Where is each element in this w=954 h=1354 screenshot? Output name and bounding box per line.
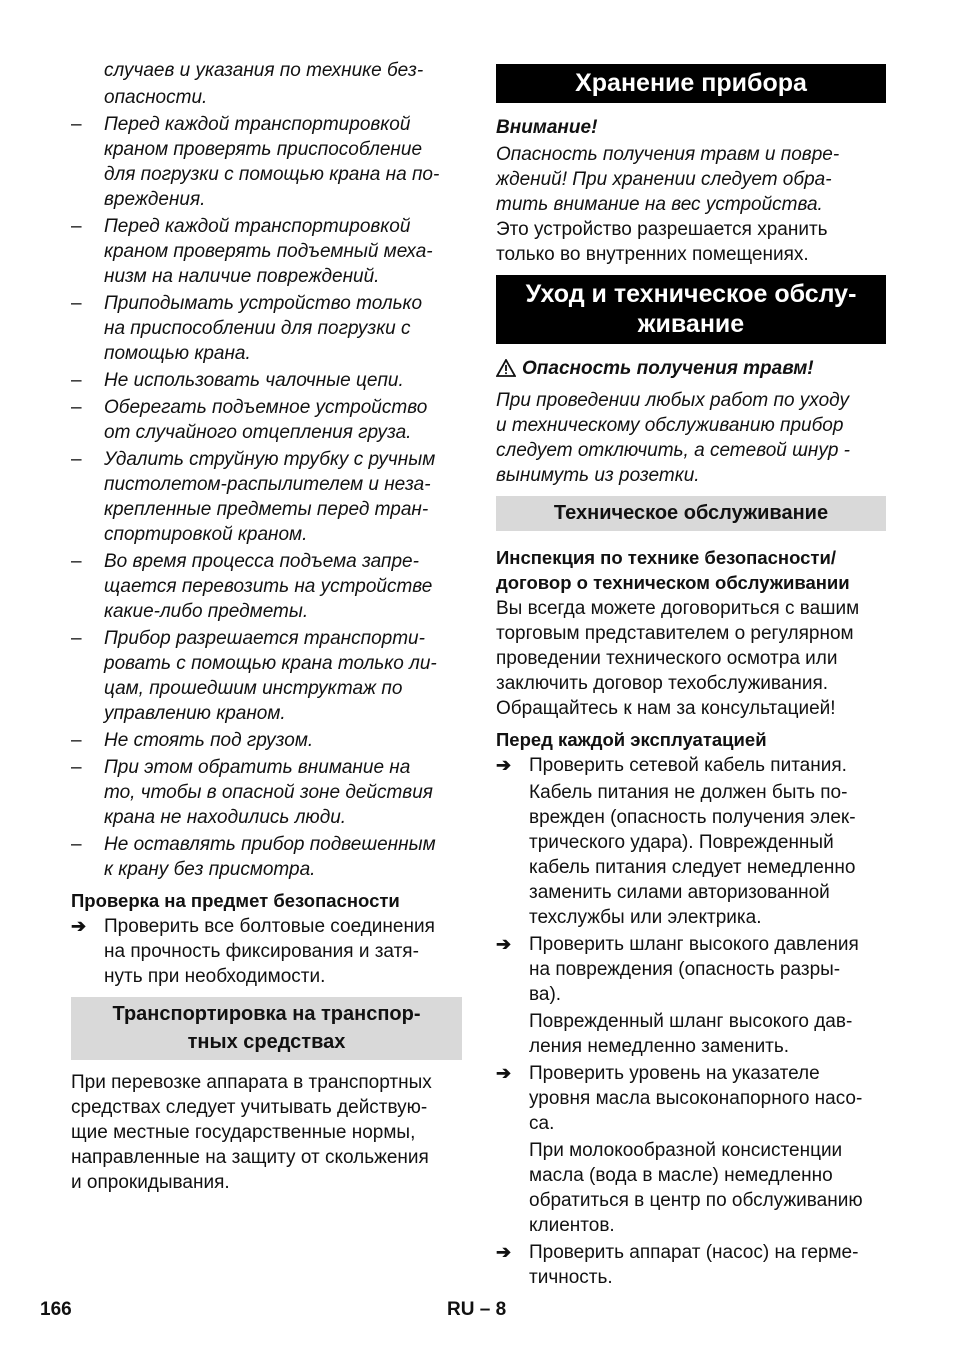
check-item-note: [496, 780, 886, 930]
inspection-title: [496, 545, 886, 595]
storage-heading: Хранение прибора: [496, 64, 886, 103]
text-line: При перевозке аппарата в транспортных: [71, 1072, 432, 1093]
dash-bullet: –: [71, 730, 82, 751]
list-line: пистолетом-распылителем и неза-: [104, 474, 431, 495]
text-line: Обращайтесь к нам за консультацией!: [496, 698, 836, 719]
text-line: и техническому обслуживанию прибор: [496, 415, 844, 436]
note-line: заменить силами авторизованной: [529, 882, 830, 903]
dash-bullet: –: [71, 216, 82, 237]
check-item: [496, 932, 886, 1007]
note-line: Кабель питания не должен быть по-: [529, 782, 848, 803]
intro-line: опасности.: [104, 87, 208, 108]
text-line: торговым представителем о регулярном: [496, 623, 854, 644]
list-line: Приподымать устройство только: [104, 293, 423, 314]
list-line: на повреждения (опасность разры-: [529, 959, 841, 980]
injury-text: [496, 388, 886, 488]
list-item: [71, 755, 462, 830]
dash-bullet: –: [71, 551, 82, 572]
transport-heading: [71, 997, 462, 1060]
check-item-note: [496, 1138, 886, 1238]
note-line: врежден (опасность получения элек-: [529, 807, 856, 828]
list-line: к крану без присмотра.: [104, 859, 316, 880]
list-line: Перед каждой транспортировкой: [104, 216, 411, 237]
list-line: вреждения.: [104, 189, 206, 210]
dash-bullet: –: [71, 293, 82, 314]
text-line: При проведении любых работ по уходу: [496, 390, 849, 411]
storage-warning-text: [496, 142, 886, 217]
right-column: [496, 64, 886, 1292]
heading-line: Уход и техническое обслу-: [525, 280, 857, 308]
list-item: [71, 626, 462, 726]
transport-text: [71, 1070, 462, 1195]
storage-text: [496, 217, 886, 267]
dash-bullet: –: [71, 370, 82, 391]
check-item: [496, 1061, 886, 1136]
list-line: щается перевозить на устройстве: [104, 576, 433, 597]
text-line: Опасность получения травм и повре-: [496, 144, 840, 165]
note-line: ления немедленно заменить.: [529, 1036, 790, 1057]
dash-bullet: –: [71, 628, 82, 649]
heading-line: договор о техническом обслуживании: [496, 572, 850, 593]
note-line: обратиться в центр по обслуживанию: [529, 1190, 863, 1211]
list-line: цам, прошедшим инструктаж по: [104, 678, 403, 699]
list-line: ровать с помощью крана только ли-: [104, 653, 437, 674]
list-line: Не оставлять прибор подвешенным: [104, 834, 436, 855]
list-line: крана не находились люди.: [104, 807, 347, 828]
inspection-text: [496, 596, 886, 721]
injury-label-text: Опасность получения травм!: [522, 358, 814, 379]
list-line: крепленные предметы перед тран-: [104, 499, 429, 520]
text-line: только во внутренних помещениях.: [496, 244, 809, 265]
list-line: низм на наличие повреждений.: [104, 266, 380, 287]
list-line: краном проверять подъемный меха-: [104, 241, 433, 262]
arrow-icon: ➔: [71, 916, 87, 936]
list-line: Во время процесса подъема запре-: [104, 551, 419, 572]
before-use-title: Перед каждой эксплуатацией: [496, 729, 767, 750]
check-item-note: [496, 1009, 886, 1059]
text-line: проведении технического осмотра или: [496, 648, 838, 669]
attention-label: Внимание!: [496, 117, 598, 138]
crane-safety-list: [71, 112, 462, 882]
arrow-icon: ➔: [496, 1242, 512, 1262]
list-line: ва).: [529, 984, 562, 1005]
language-page-label: RU – 8: [447, 1299, 507, 1320]
list-line: Не использовать чалочные цепи.: [104, 370, 404, 391]
warning-triangle-icon: [496, 359, 516, 384]
list-line: са.: [529, 1113, 555, 1134]
list-line: на прочность фиксирования и затя-: [104, 941, 419, 962]
list-line: Проверить уровень на указателе: [529, 1063, 820, 1084]
intro-text: [71, 58, 462, 110]
dash-bullet: –: [71, 834, 82, 855]
dash-bullet: –: [71, 757, 82, 778]
note-line: масла (вода в масле) немедленно: [529, 1165, 833, 1186]
text-line: направленные на защиту от скольжения: [71, 1147, 429, 1168]
note-line: кабель питания следует немедленно: [529, 857, 856, 878]
page-number: 166: [40, 1299, 72, 1320]
list-line: на приспособлении для погрузки с: [104, 318, 411, 339]
check-item: [496, 753, 886, 778]
text-line: вынимуть из розетки.: [496, 465, 700, 486]
list-line: Проверить все болтовые соединения: [104, 916, 435, 937]
list-line: Проверить шланг высокого давления: [529, 934, 859, 955]
list-line: Перед каждой транспортировкой: [104, 114, 411, 135]
list-line: Проверить аппарат (насос) на герме-: [529, 1242, 859, 1263]
list-line: какие-либо предметы.: [104, 601, 309, 622]
heading-line: Транспортировка на транспор-: [112, 1003, 421, 1025]
arrow-icon: ➔: [496, 934, 512, 954]
note-line: При молокообразной консистенции: [529, 1140, 843, 1161]
text-line: заключить договор техобслуживания.: [496, 673, 829, 694]
list-line: Оберегать подъемное устройство: [104, 397, 428, 418]
care-heading: [496, 275, 886, 344]
note-line: трического удара). Поврежденный: [529, 832, 834, 853]
safety-check-item: [71, 914, 462, 989]
list-line: Проверить сетевой кабель питания.: [529, 755, 847, 776]
list-line: помощью крана.: [104, 343, 251, 364]
arrow-icon: ➔: [496, 755, 512, 775]
arrow-icon: ➔: [496, 1063, 512, 1083]
text-line: щие местные государственные нормы,: [71, 1122, 416, 1143]
before-use-list: [496, 753, 886, 1290]
list-line: управлению краном.: [104, 703, 286, 724]
intro-line: случаев и указания по технике без-: [104, 60, 424, 81]
note-line: клиентов.: [529, 1215, 615, 1236]
check-item: [496, 1240, 886, 1290]
list-item: [71, 368, 462, 393]
text-line: и опрокидывания.: [71, 1172, 230, 1193]
dash-bullet: –: [71, 397, 82, 418]
list-line: спортировкой краном.: [104, 524, 308, 545]
text-line: Вы всегда можете договориться с вашим: [496, 598, 860, 619]
list-line: Не стоять под грузом.: [104, 730, 314, 751]
dash-bullet: –: [71, 114, 82, 135]
text-line: ждений! При хранении следует обра-: [496, 169, 832, 190]
list-line: краном проверять приспособление: [104, 139, 423, 160]
heading-line: Инспекция по технике безопасности/: [496, 547, 837, 568]
list-item: [71, 549, 462, 624]
list-line: уровня масла высоконапорного насо-: [529, 1088, 863, 1109]
list-item: [71, 395, 462, 445]
left-column: [71, 58, 462, 1197]
note-line: техслужбы или электрика.: [529, 907, 762, 928]
list-item: [71, 112, 462, 212]
safety-check-title: Проверка на предмет безопасности: [71, 890, 400, 911]
list-item: [71, 214, 462, 289]
list-item: [71, 447, 462, 547]
heading-line: тных средствах: [187, 1031, 346, 1053]
injury-warning-label: [496, 356, 886, 384]
list-item: [71, 832, 462, 882]
list-line: Прибор разрешается транспорти-: [104, 628, 425, 649]
heading-line: живание: [637, 310, 745, 338]
list-item: [71, 728, 462, 753]
text-line: Это устройство разрешается хранить: [496, 219, 828, 240]
dash-bullet: –: [71, 449, 82, 470]
text-line: следует отключить, а сетевой шнур -: [496, 440, 851, 461]
text-line: средствах следует учитывать действую-: [71, 1097, 428, 1118]
list-line: Удалить струйную трубку с ручным: [104, 449, 436, 470]
text-line: тить внимание на вес устройства.: [496, 194, 823, 215]
note-line: Поврежденный шланг высокого дав-: [529, 1011, 853, 1032]
list-line: При этом обратить внимание на: [104, 757, 411, 778]
list-line: от случайного отцепления груза.: [104, 422, 412, 443]
list-item: [71, 291, 462, 366]
list-line: то, чтобы в опасной зоне действия: [104, 782, 433, 803]
maintenance-heading: Техническое обслуживание: [496, 496, 886, 531]
list-line: для погрузки с помощью крана на по-: [104, 164, 440, 185]
list-line: нуть при необходимости.: [104, 966, 326, 987]
list-line: тичность.: [529, 1267, 613, 1288]
